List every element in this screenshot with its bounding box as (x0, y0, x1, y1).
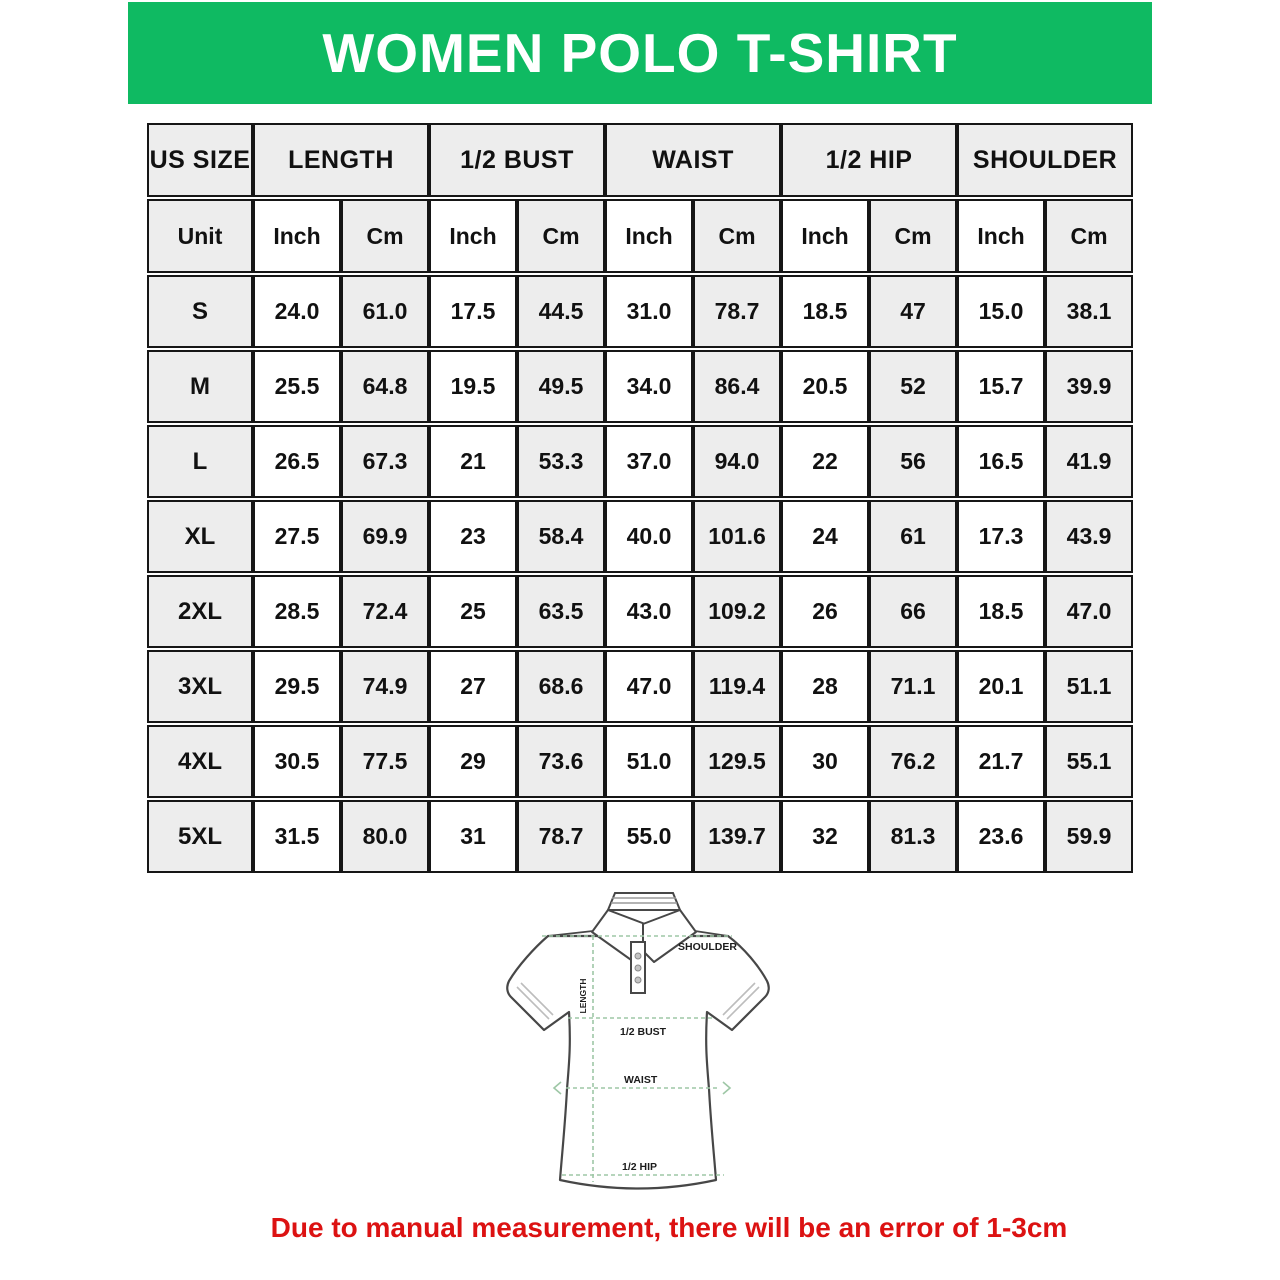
value-cell: 31.0 (605, 275, 693, 348)
value-cell: 20.1 (957, 650, 1045, 723)
value-cell: 30 (781, 725, 869, 798)
value-cell: 38.1 (1045, 275, 1133, 348)
unit-cell: Cm (693, 199, 781, 273)
value-cell: 68.6 (517, 650, 605, 723)
size-cell: 5XL (147, 800, 253, 873)
value-cell: 51.0 (605, 725, 693, 798)
measurement-note: Due to manual measurement, there will be an error of 1-3cm (270, 1212, 1068, 1243)
unit-cell: Cm (341, 199, 429, 273)
unit-cell: Inch (781, 199, 869, 273)
unit-row (147, 199, 1133, 273)
value-cell: 63.5 (517, 575, 605, 648)
value-cell: 139.7 (693, 800, 781, 873)
page-title: WOMEN POLO T-SHIRT (322, 22, 958, 84)
value-cell: 26 (781, 575, 869, 648)
value-cell: 23.6 (957, 800, 1045, 873)
value-cell: 30.5 (253, 725, 341, 798)
value-cell: 28 (781, 650, 869, 723)
value-cell: 76.2 (869, 725, 957, 798)
value-cell: 22 (781, 425, 869, 498)
value-cell: 39.9 (1045, 350, 1133, 423)
value-cell: 119.4 (693, 650, 781, 723)
header-length: LENGTH (253, 123, 429, 197)
table-row (147, 650, 1133, 723)
table-row (147, 800, 1133, 873)
value-cell: 44.5 (517, 275, 605, 348)
value-cell: 49.5 (517, 350, 605, 423)
value-cell: 58.4 (517, 500, 605, 573)
value-cell: 18.5 (957, 575, 1045, 648)
value-cell: 23 (429, 500, 517, 573)
value-cell: 15.0 (957, 275, 1045, 348)
unit-cell: Cm (517, 199, 605, 273)
table-body (147, 275, 1133, 873)
button-2 (635, 965, 641, 971)
value-cell: 18.5 (781, 275, 869, 348)
header-row (147, 123, 1133, 197)
value-cell: 94.0 (693, 425, 781, 498)
shoulder-label: SHOULDER (678, 941, 737, 953)
value-cell: 19.5 (429, 350, 517, 423)
size-table (147, 121, 1133, 875)
value-cell: 27.5 (253, 500, 341, 573)
value-cell: 86.4 (693, 350, 781, 423)
value-cell: 31 (429, 800, 517, 873)
value-cell: 15.7 (957, 350, 1045, 423)
value-cell: 21.7 (957, 725, 1045, 798)
value-cell: 17.5 (429, 275, 517, 348)
button-3 (635, 977, 641, 983)
value-cell: 53.3 (517, 425, 605, 498)
value-cell: 17.3 (957, 500, 1045, 573)
unit-cell: Inch (957, 199, 1045, 273)
header-half-bust: 1/2 BUST (429, 123, 605, 197)
value-cell: 80.0 (341, 800, 429, 873)
polo-shirt-diagram (482, 884, 806, 1214)
value-cell: 129.5 (693, 725, 781, 798)
value-cell: 72.4 (341, 575, 429, 648)
header-waist: WAIST (605, 123, 781, 197)
unit-cell: Cm (1045, 199, 1133, 273)
waist-label: WAIST (624, 1074, 658, 1086)
size-cell: S (147, 275, 253, 348)
value-cell: 52 (869, 350, 957, 423)
waist-arrow-left (554, 1082, 561, 1094)
value-cell: 47.0 (605, 650, 693, 723)
size-cell: 4XL (147, 725, 253, 798)
value-cell: 34.0 (605, 350, 693, 423)
header-half-hip: 1/2 HIP (781, 123, 957, 197)
value-cell: 43.9 (1045, 500, 1133, 573)
half-bust-label: 1/2 BUST (620, 1026, 667, 1038)
value-cell: 56 (869, 425, 957, 498)
collar-band (608, 893, 680, 910)
half-hip-label: 1/2 HIP (622, 1161, 658, 1173)
length-label: LENGTH (578, 978, 588, 1014)
value-cell: 40.0 (605, 500, 693, 573)
unit-cell: Inch (429, 199, 517, 273)
table-row (147, 500, 1133, 573)
value-cell: 59.9 (1045, 800, 1133, 873)
value-cell: 66 (869, 575, 957, 648)
corner-cell: US SIZE (147, 123, 253, 197)
table-row (147, 350, 1133, 423)
unit-cell: Cm (869, 199, 957, 273)
value-cell: 77.5 (341, 725, 429, 798)
value-cell: 61.0 (341, 275, 429, 348)
value-cell: 51.1 (1045, 650, 1133, 723)
value-cell: 27 (429, 650, 517, 723)
value-cell: 47 (869, 275, 957, 348)
value-cell: 25 (429, 575, 517, 648)
size-cell: 3XL (147, 650, 253, 723)
value-cell: 78.7 (517, 800, 605, 873)
value-cell: 73.6 (517, 725, 605, 798)
value-cell: 81.3 (869, 800, 957, 873)
value-cell: 78.7 (693, 275, 781, 348)
button-1 (635, 953, 641, 959)
value-cell: 37.0 (605, 425, 693, 498)
size-cell: XL (147, 500, 253, 573)
table-row (147, 575, 1133, 648)
value-cell: 69.9 (341, 500, 429, 573)
table-row (147, 425, 1133, 498)
value-cell: 47.0 (1045, 575, 1133, 648)
title-banner (128, 2, 1152, 104)
value-cell: 20.5 (781, 350, 869, 423)
value-cell: 64.8 (341, 350, 429, 423)
table-row (147, 725, 1133, 798)
value-cell: 16.5 (957, 425, 1045, 498)
size-cell: 2XL (147, 575, 253, 648)
value-cell: 74.9 (341, 650, 429, 723)
unit-cell: Inch (253, 199, 341, 273)
value-cell: 55.0 (605, 800, 693, 873)
value-cell: 29 (429, 725, 517, 798)
value-cell: 109.2 (693, 575, 781, 648)
value-cell: 61 (869, 500, 957, 573)
value-cell: 24.0 (253, 275, 341, 348)
value-cell: 28.5 (253, 575, 341, 648)
value-cell: 25.5 (253, 350, 341, 423)
value-cell: 31.5 (253, 800, 341, 873)
value-cell: 101.6 (693, 500, 781, 573)
value-cell: 21 (429, 425, 517, 498)
value-cell: 26.5 (253, 425, 341, 498)
header-shoulder: SHOULDER (957, 123, 1133, 197)
size-cell: M (147, 350, 253, 423)
unit-label-cell: Unit (147, 199, 253, 273)
unit-cell: Inch (605, 199, 693, 273)
waist-arrow-right (723, 1082, 730, 1094)
table-row (147, 275, 1133, 348)
value-cell: 29.5 (253, 650, 341, 723)
size-cell: L (147, 425, 253, 498)
value-cell: 55.1 (1045, 725, 1133, 798)
value-cell: 41.9 (1045, 425, 1133, 498)
value-cell: 43.0 (605, 575, 693, 648)
value-cell: 67.3 (341, 425, 429, 498)
table-header (147, 123, 1133, 273)
value-cell: 71.1 (869, 650, 957, 723)
value-cell: 24 (781, 500, 869, 573)
value-cell: 32 (781, 800, 869, 873)
